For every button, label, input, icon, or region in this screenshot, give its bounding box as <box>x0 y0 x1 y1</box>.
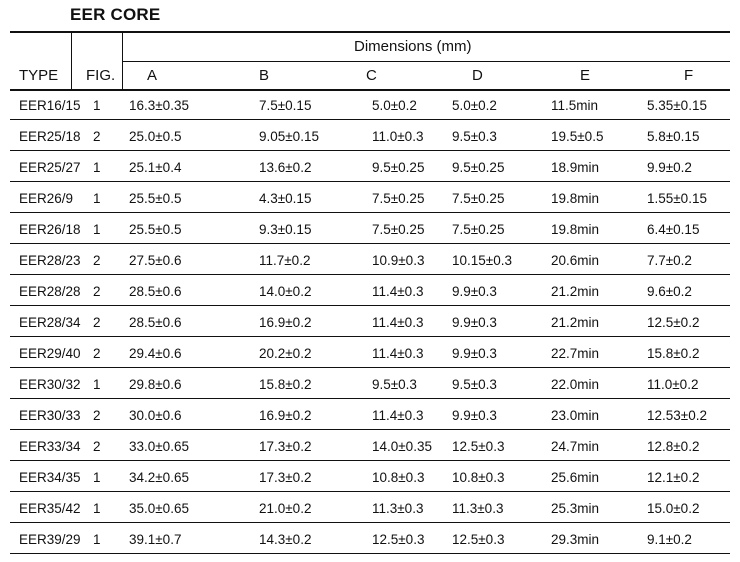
cell-c: 11.4±0.3 <box>372 284 424 299</box>
column-header-b: B <box>259 67 270 84</box>
cell-fig: 2 <box>93 439 101 454</box>
table-row <box>0 337 740 368</box>
cell-type: EER35/42 <box>19 501 81 516</box>
cell-type: EER28/28 <box>19 284 81 299</box>
cell-d: 7.5±0.25 <box>452 191 505 206</box>
cell-b: 7.5±0.15 <box>259 98 312 113</box>
cell-d: 9.9±0.3 <box>452 346 497 361</box>
cell-type: EER28/23 <box>19 253 81 268</box>
cell-b: 16.9±0.2 <box>259 315 312 330</box>
dimensions-rule <box>122 61 730 62</box>
cell-e: 19.5±0.5 <box>551 129 604 144</box>
cell-a: 28.5±0.6 <box>129 315 182 330</box>
cell-fig: 1 <box>93 191 101 206</box>
cell-type: EER25/18 <box>19 129 81 144</box>
cell-f: 15.0±0.2 <box>647 501 700 516</box>
cell-e: 22.7min <box>551 346 600 361</box>
cell-a: 27.5±0.6 <box>129 253 182 268</box>
cell-a: 39.1±0.7 <box>129 532 182 547</box>
table-row <box>0 275 740 306</box>
cell-type: EER30/32 <box>19 377 81 392</box>
cell-c: 9.5±0.3 <box>372 377 417 392</box>
cell-type: EER26/18 <box>19 222 81 237</box>
cell-a: 30.0±0.6 <box>129 408 182 423</box>
cell-c: 11.4±0.3 <box>372 315 424 330</box>
cell-c: 11.4±0.3 <box>372 346 424 361</box>
table-title: EER CORE <box>70 5 161 24</box>
cell-f: 7.7±0.2 <box>647 253 692 268</box>
table-row <box>0 368 740 399</box>
cell-b: 16.9±0.2 <box>259 408 312 423</box>
cell-fig: 1 <box>93 222 101 237</box>
header-top-rule <box>10 31 730 33</box>
cell-f: 5.8±0.15 <box>647 129 700 144</box>
fig-dimensions-divider <box>122 31 123 89</box>
cell-b: 11.7±0.2 <box>259 253 311 268</box>
cell-e: 21.2min <box>551 284 600 299</box>
cell-b: 17.3±0.2 <box>259 470 312 485</box>
cell-b: 17.3±0.2 <box>259 439 312 454</box>
cell-b: 14.0±0.2 <box>259 284 312 299</box>
table-row <box>0 182 740 213</box>
cell-a: 25.5±0.5 <box>129 191 182 206</box>
cell-f: 5.35±0.15 <box>647 98 707 113</box>
cell-c: 7.5±0.25 <box>372 191 425 206</box>
table-row <box>0 151 740 182</box>
cell-type: EER26/9 <box>19 191 74 206</box>
cell-e: 11.5min <box>551 98 599 113</box>
cell-f: 9.9±0.2 <box>647 160 692 175</box>
cell-a: 25.5±0.5 <box>129 222 182 237</box>
cell-type: EER28/34 <box>19 315 81 330</box>
cell-c: 14.0±0.35 <box>372 439 432 454</box>
cell-d: 12.5±0.3 <box>452 439 505 454</box>
cell-f: 12.1±0.2 <box>647 470 700 485</box>
cell-fig: 1 <box>93 160 101 175</box>
cell-c: 10.9±0.3 <box>372 253 425 268</box>
table-row <box>0 399 740 430</box>
cell-type: EER39/29 <box>19 532 81 547</box>
cell-c: 7.5±0.25 <box>372 222 425 237</box>
cell-a: 29.4±0.6 <box>129 346 182 361</box>
cell-a: 25.0±0.5 <box>129 129 182 144</box>
cell-type: EER29/40 <box>19 346 81 361</box>
cell-d: 9.9±0.3 <box>452 408 497 423</box>
cell-b: 21.0±0.2 <box>259 501 312 516</box>
cell-e: 18.9min <box>551 160 600 175</box>
cell-fig: 2 <box>93 129 101 144</box>
cell-f: 12.8±0.2 <box>647 439 700 454</box>
type-header: TYPE <box>19 67 59 84</box>
cell-d: 9.9±0.3 <box>452 315 497 330</box>
cell-a: 33.0±0.65 <box>129 439 189 454</box>
table-row <box>0 120 740 151</box>
cell-e: 29.3min <box>551 532 600 547</box>
cell-c: 11.3±0.3 <box>372 501 424 516</box>
cell-e: 24.7min <box>551 439 600 454</box>
cell-a: 28.5±0.6 <box>129 284 182 299</box>
cell-e: 21.2min <box>551 315 600 330</box>
cell-d: 10.8±0.3 <box>452 470 505 485</box>
cell-b: 9.05±0.15 <box>259 129 319 144</box>
cell-fig: 1 <box>93 532 101 547</box>
cell-fig: 2 <box>93 346 101 361</box>
cell-d: 10.15±0.3 <box>452 253 512 268</box>
table-row <box>0 461 740 492</box>
table-row <box>0 430 740 461</box>
column-header-d: D <box>472 67 483 84</box>
cell-type: EER33/34 <box>19 439 81 454</box>
table-row <box>0 492 740 523</box>
cell-e: 25.6min <box>551 470 600 485</box>
cell-e: 22.0min <box>551 377 600 392</box>
cell-fig: 2 <box>93 408 101 423</box>
cell-type: EER25/27 <box>19 160 81 175</box>
cell-a: 16.3±0.35 <box>129 98 189 113</box>
cell-fig: 1 <box>93 377 101 392</box>
cell-e: 19.8min <box>551 222 600 237</box>
cell-e: 19.8min <box>551 191 600 206</box>
cell-d: 9.9±0.3 <box>452 284 497 299</box>
cell-f: 9.6±0.2 <box>647 284 692 299</box>
cell-f: 1.55±0.15 <box>647 191 707 206</box>
cell-f: 6.4±0.15 <box>647 222 700 237</box>
type-fig-divider <box>71 31 72 89</box>
cell-d: 11.3±0.3 <box>452 501 504 516</box>
table-row <box>0 306 740 337</box>
cell-a: 29.8±0.6 <box>129 377 182 392</box>
cell-fig: 1 <box>93 470 101 485</box>
table-row <box>0 213 740 244</box>
dimensions-header: Dimensions (mm) <box>354 38 472 55</box>
column-header-e: E <box>580 67 591 84</box>
cell-a: 35.0±0.65 <box>129 501 189 516</box>
table-row <box>0 244 740 275</box>
cell-c: 10.8±0.3 <box>372 470 425 485</box>
cell-type: EER30/33 <box>19 408 81 423</box>
cell-a: 34.2±0.65 <box>129 470 189 485</box>
cell-d: 9.5±0.3 <box>452 377 497 392</box>
cell-c: 11.4±0.3 <box>372 408 424 423</box>
cell-b: 9.3±0.15 <box>259 222 312 237</box>
cell-type: EER16/15 <box>19 98 81 113</box>
cell-c: 9.5±0.25 <box>372 160 425 175</box>
cell-fig: 2 <box>93 315 101 330</box>
cell-f: 12.5±0.2 <box>647 315 700 330</box>
cell-fig: 2 <box>93 284 101 299</box>
table-row <box>0 523 740 554</box>
cell-e: 23.0min <box>551 408 600 423</box>
cell-c: 5.0±0.2 <box>372 98 417 113</box>
table-row <box>0 89 740 120</box>
cell-c: 11.0±0.3 <box>372 129 424 144</box>
cell-c: 12.5±0.3 <box>372 532 425 547</box>
cell-b: 4.3±0.15 <box>259 191 312 206</box>
cell-d: 5.0±0.2 <box>452 98 497 113</box>
column-header-c: C <box>366 67 377 84</box>
cell-fig: 1 <box>93 501 101 516</box>
fig-header: FIG. <box>86 67 116 84</box>
cell-b: 15.8±0.2 <box>259 377 312 392</box>
column-header-f: F <box>684 67 694 84</box>
cell-b: 14.3±0.2 <box>259 532 312 547</box>
cell-b: 13.6±0.2 <box>259 160 312 175</box>
cell-fig: 2 <box>93 253 101 268</box>
cell-d: 9.5±0.25 <box>452 160 505 175</box>
cell-f: 11.0±0.2 <box>647 377 699 392</box>
cell-e: 20.6min <box>551 253 600 268</box>
cell-b: 20.2±0.2 <box>259 346 312 361</box>
cell-d: 9.5±0.3 <box>452 129 497 144</box>
cell-f: 9.1±0.2 <box>647 532 692 547</box>
cell-d: 12.5±0.3 <box>452 532 505 547</box>
column-header-a: A <box>147 67 158 84</box>
cell-d: 7.5±0.25 <box>452 222 505 237</box>
cell-a: 25.1±0.4 <box>129 160 182 175</box>
cell-f: 12.53±0.2 <box>647 408 707 423</box>
cell-type: EER34/35 <box>19 470 81 485</box>
cell-fig: 1 <box>93 98 101 113</box>
cell-e: 25.3min <box>551 501 600 516</box>
cell-f: 15.8±0.2 <box>647 346 700 361</box>
